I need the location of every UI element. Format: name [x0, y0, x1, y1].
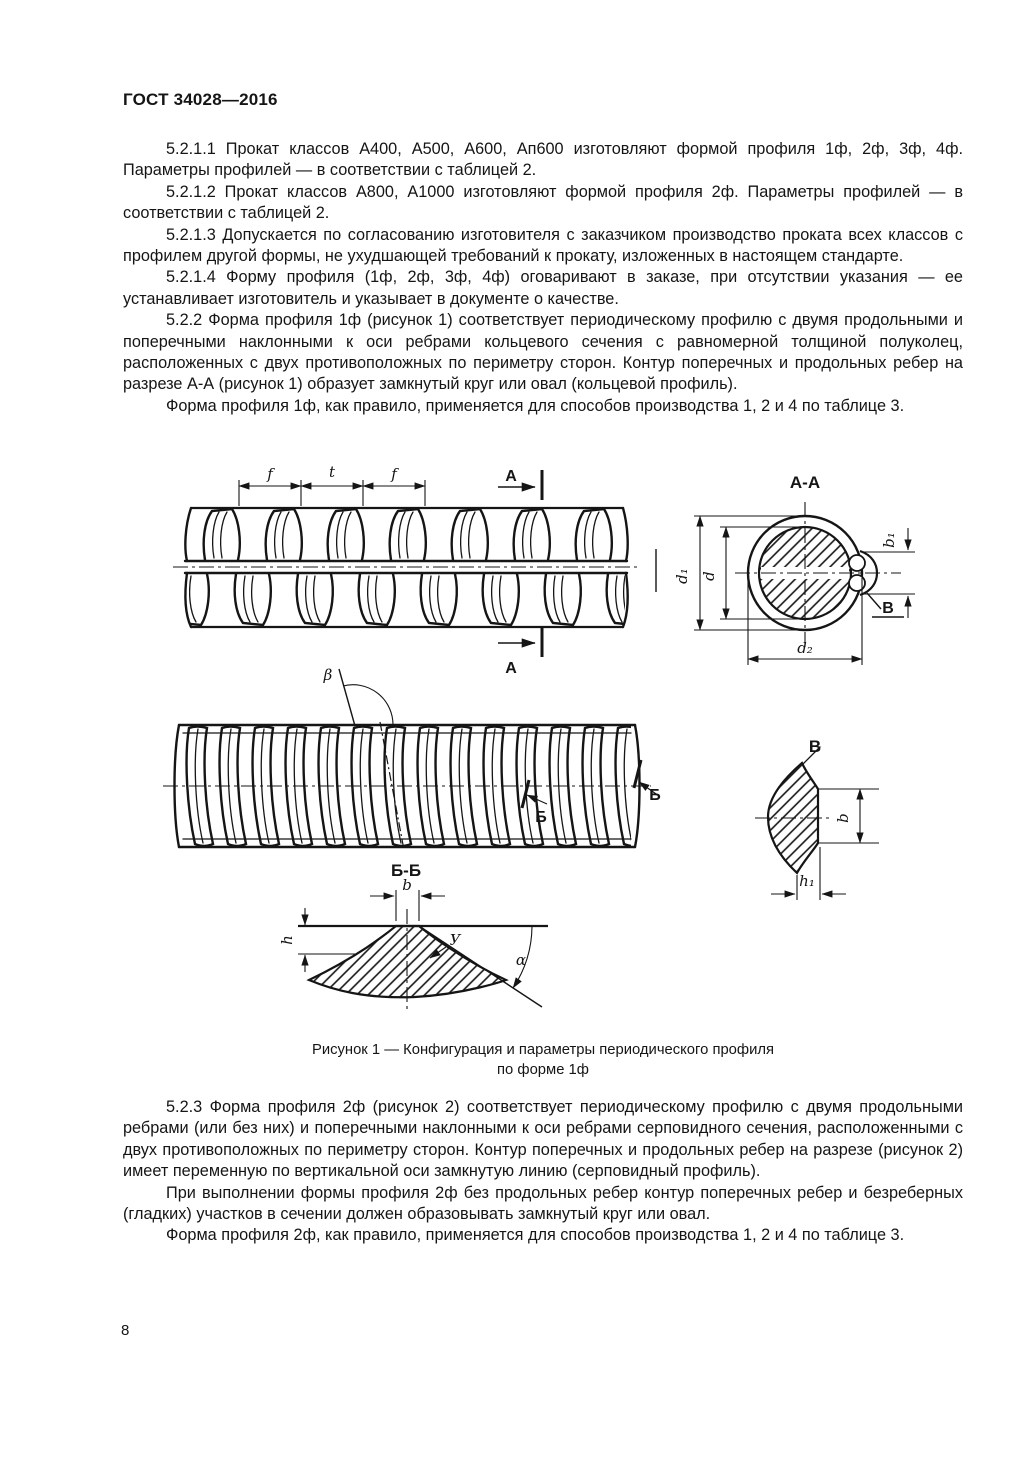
dimension-b-rib: [834, 789, 860, 843]
dim-label-f-left: f: [267, 466, 273, 483]
section-label-b-inner: Б: [535, 809, 547, 826]
section-mark-a-bottom: [498, 627, 542, 677]
figure-caption-line2: по форме 1ф: [497, 1062, 589, 1078]
section-mark-a-top: [498, 468, 542, 500]
paragraph-5-2-1-1: 5.2.1.1 Прокат классов А400, А500, А600, Ап600 изготовляют формой профиля 1ф, 2ф, 3ф, 4ф. Параметры профилей — в соответствии с таблицей 2.: [123, 140, 963, 180]
paragraph-5-2-3-note1: При выполнении формы профиля 2ф без продольных ребер контур поперечных ребер и безреберных (гладких) участков в сечении должен образовывать замкнутый круг или овал.: [123, 1183, 963, 1224]
dim-label-u: У: [449, 931, 461, 949]
paragraph-5-2-2: 5.2.2 Форма профиля 1ф (рисунок 1) соответствует периодическому профилю с двумя продольными и поперечными наклонными к оси ребрами кольцевого сечения с равномерной толщиной полуколец, расположенных с двух противоположных по периметру сторон. Контур поперечных и продольных ребер на разрезе А-А (рисунок 1) образует замкнутый круг или овал (кольцевой профиль).: [123, 311, 963, 394]
dim-label-t: t: [328, 466, 336, 481]
paragraph-5-2-1-3: 5.2.1.3 Допускается по согласованию изготовителя с заказчиком производство проката всех классов с профилем другой формы, не ухудшающей требований к прокату, изложенных в настоящем стандарте.: [123, 225, 963, 266]
dim-label-f-right: f: [391, 466, 397, 483]
figure-caption: [123, 1040, 963, 1080]
figure-1-drawing: [115, 466, 995, 1028]
section-label-a-bottom: А: [505, 660, 517, 677]
section-5-2-1-text: [123, 139, 963, 417]
view-v: [755, 737, 879, 900]
angle-beta: [323, 666, 393, 726]
dim-label-alpha: α: [515, 951, 527, 969]
section-mark-b-outer: [634, 760, 661, 804]
doc-header: ГОСТ 34028—2016: [123, 90, 278, 109]
view-v-reference: [867, 593, 904, 617]
dimension-f-t-f: [239, 466, 425, 506]
dim-label-h: h: [278, 935, 296, 945]
paragraph-5-2-1-4: 5.2.1.4 Форму профиля (1ф, 2ф, 3ф, 4ф) оговаривают в заказе, при отсутствии указания — ее устанавливает изготовитель и указывает в документе о качестве.: [123, 268, 963, 308]
dim-label-b-rib: b: [834, 813, 852, 823]
section-5-2-3-text: [123, 1097, 963, 1247]
dim-label-b: b: [402, 876, 412, 894]
dim-label-h1: h₁: [799, 872, 815, 890]
dim-label-beta: β: [323, 666, 333, 684]
view-v-ref-label: В: [882, 600, 894, 617]
view-v-title: В: [808, 737, 822, 756]
figure-caption-line1: Рисунок 1 — Конфигурация и параметры периодического профиля: [311, 1042, 775, 1058]
section-b-b-title: Б-Б: [390, 861, 422, 880]
paragraph-5-2-2-note: Форма профиля 1ф, как правило, применяется для способов производства 1, 2 и 4 по таблице 3.: [166, 396, 905, 415]
page-number: 8: [121, 1322, 130, 1339]
dim-label-d: d: [700, 571, 718, 581]
dim-label-d1: d₁: [673, 568, 691, 584]
section-label-a-top: А: [505, 468, 517, 485]
rebar-longitudinal-view-1: [173, 466, 656, 677]
dim-label-d2: d₂: [797, 639, 813, 657]
rebar-longitudinal-view-2: [163, 666, 661, 850]
paragraph-5-2-3: 5.2.3 Форма профиля 2ф (рисунок 2) соответствует периодическому профилю с двумя продольными ребрами (или без них) и поперечными наклонными к оси ребрами серповидного сечения, расположенными с двух противоположных по периметру сторон. Контур поперечных и продольных ребер на разрезе (рисунок 2) имеет переменную по вертикальной оси замкнутую линию (серповидный профиль).: [123, 1098, 963, 1181]
section-b-b: [278, 861, 548, 1009]
section-a-a: [673, 473, 915, 665]
section-label-b-outer: Б: [649, 787, 661, 804]
dim-label-b1: b₁: [880, 532, 898, 548]
dimension-h: [278, 908, 305, 972]
paragraph-5-2-1-2: 5.2.1.2 Прокат классов А800, А1000 изготовляют формой профиля 2ф. Параметры профилей — в соответствии с таблицей 2.: [123, 182, 963, 223]
section-a-a-title: А-А: [789, 473, 821, 492]
paragraph-5-2-3-note2: Форма профиля 2ф, как правило, применяется для способов производства 1, 2 и 4 по таблице 3.: [166, 1226, 905, 1245]
